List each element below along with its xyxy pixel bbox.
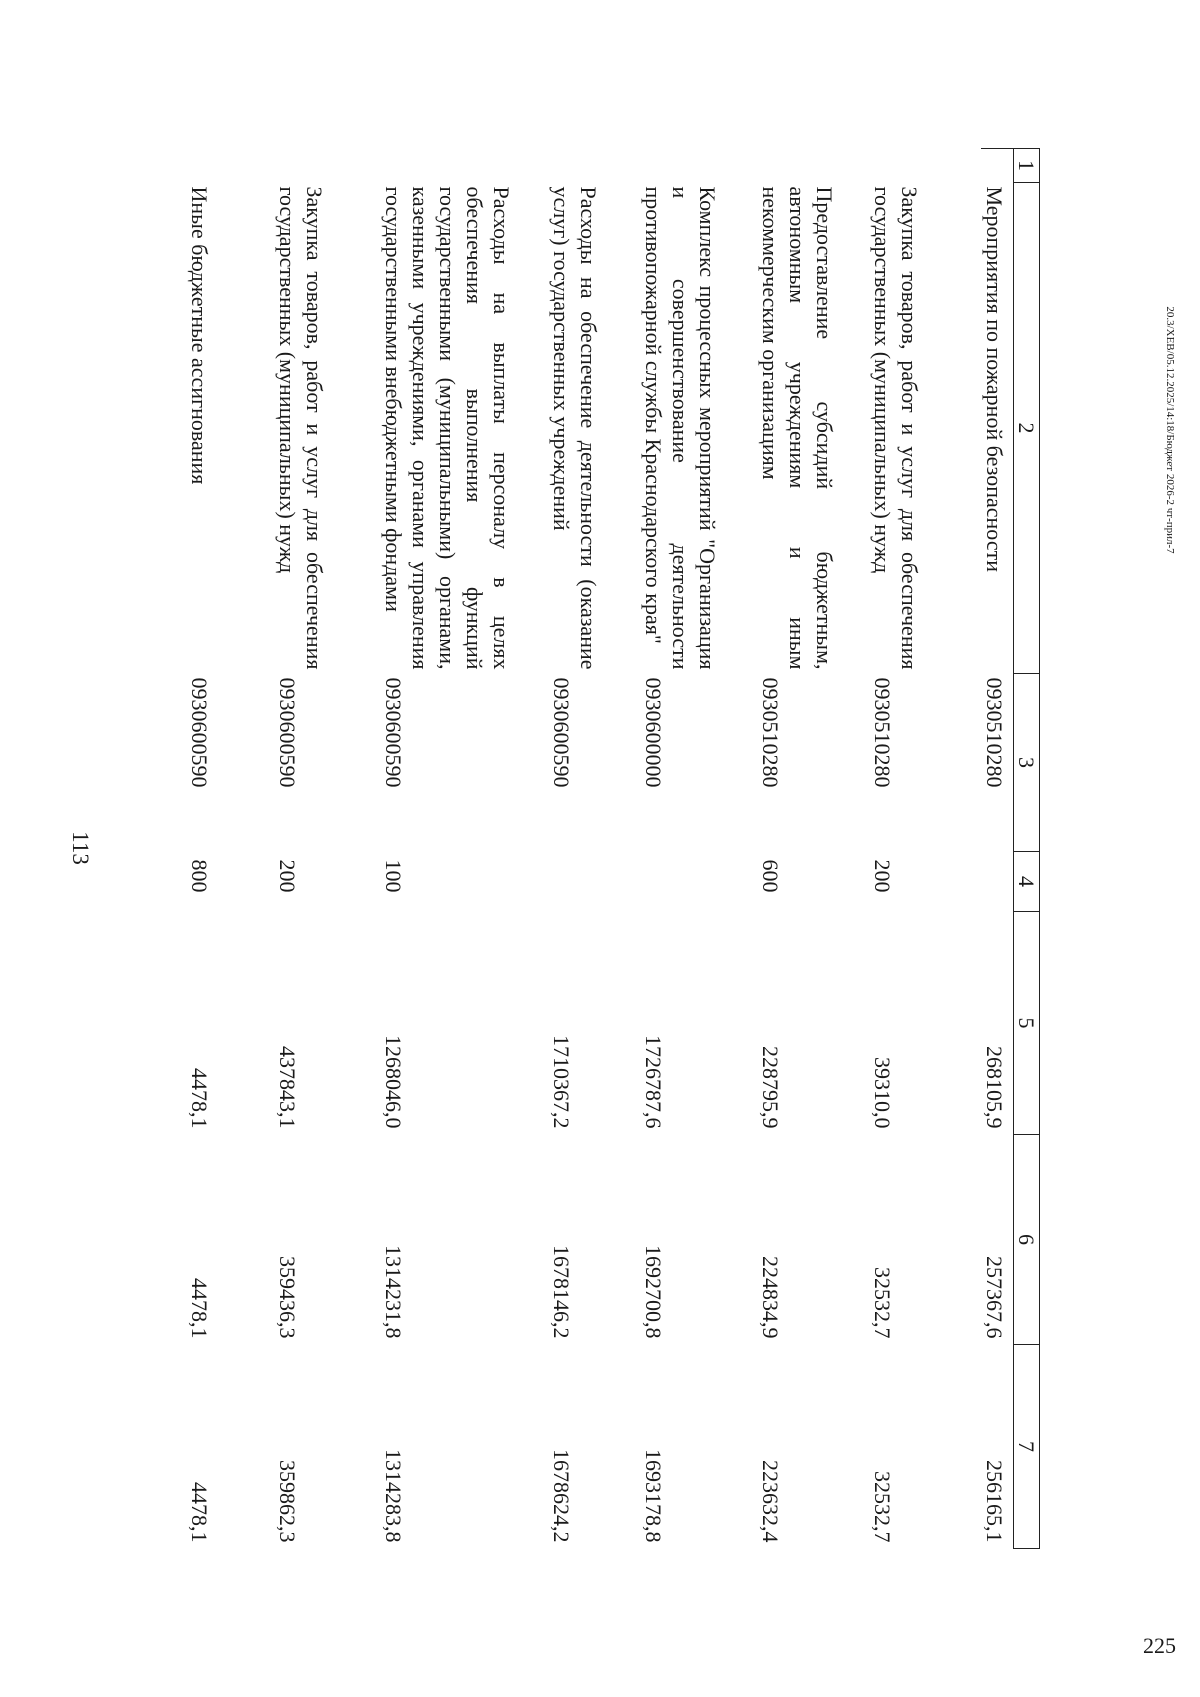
row-type: [640, 852, 757, 912]
row-value-7: 4478,1: [187, 1482, 212, 1543]
row-value-5: 1710367,2: [549, 1035, 574, 1129]
row-value-6: 224834,9: [758, 1256, 783, 1339]
row-index-cell: [981, 149, 1014, 183]
row-value-6: 1678146,2: [549, 1245, 574, 1339]
row-index-cell: [548, 149, 640, 183]
row-value-7: 1314283,8: [381, 1449, 406, 1543]
table-row: [869, 149, 981, 1549]
row-value-7: 256165,1: [982, 1460, 1007, 1543]
table-body: [186, 149, 1014, 1549]
row-type: 200: [275, 859, 300, 893]
row-value-5: 1726787,6: [641, 1035, 666, 1129]
row-code: 0930510280: [982, 677, 1007, 788]
row-value-7: 223632,4: [758, 1460, 783, 1543]
row-value-5: 1268046,0: [381, 1035, 406, 1129]
row-value-6: 32532,7: [870, 1267, 895, 1339]
row-value-6: 4478,1: [187, 1278, 212, 1339]
row-name: Комплекс процессных мероприятий "Организация и совершенствование деятельности противопожарной службы Краснодарского края": [641, 186, 720, 670]
row-value-7: 1678624,2: [549, 1449, 574, 1543]
table-row: [757, 149, 869, 1549]
header-col-1: 1: [1014, 149, 1040, 183]
row-value-7: 1693178,8: [641, 1449, 666, 1543]
row-name: Расходы на обеспечение деятельности (оказание услуг) государственных учреждений: [549, 186, 601, 670]
table-header: [1014, 149, 1040, 1549]
table-row: [380, 149, 548, 1549]
row-type: [981, 852, 1014, 912]
header-col-2: 2: [1014, 183, 1040, 674]
table-row: [274, 149, 380, 1549]
row-value-5: 437843,1: [275, 1046, 300, 1129]
rotated-table-container: [160, 148, 1040, 1548]
row-type: 200: [870, 859, 895, 893]
row-value-7: 359862,3: [275, 1460, 300, 1543]
budget-table: [186, 148, 1040, 1549]
table-row: [186, 149, 274, 1549]
row-value-6: 1314231,8: [381, 1245, 406, 1339]
row-type: 100: [381, 859, 406, 893]
row-value-5: 228795,9: [758, 1046, 783, 1129]
table-row: [981, 149, 1014, 1549]
row-value-5: 4478,1: [187, 1068, 212, 1129]
row-value-5: 39310,0: [870, 1057, 895, 1129]
header-col-3: 3: [1014, 674, 1040, 852]
row-code: 0930600590: [549, 677, 574, 788]
row-value-5: 268105,9: [982, 1046, 1007, 1129]
row-value-6: 1692700,8: [641, 1245, 666, 1339]
row-index-cell: [380, 149, 548, 183]
row-value-6: 257367,6: [982, 1256, 1007, 1339]
header-col-7: 7: [1014, 1345, 1040, 1549]
row-code: 0930510280: [870, 677, 895, 788]
row-code: 0930510280: [758, 677, 783, 788]
row-index-cell: [274, 149, 380, 183]
page-number: 113: [68, 831, 93, 865]
row-index-cell: [757, 149, 869, 183]
row-name: Закупка товаров, работ и услуг для обеспечения государственных (муниципальных) нужд: [870, 186, 922, 670]
row-name: Мероприятия по пожарной безопасности: [982, 186, 1007, 572]
row-name: Закупка товаров, работ и услуг для обеспечения государственных (муниципальных) нужд: [275, 186, 327, 670]
row-code: 0930600000: [641, 677, 666, 788]
folio-number: 225: [1143, 1633, 1176, 1658]
row-type: 600: [758, 859, 783, 893]
row-type: [548, 852, 640, 912]
row-code: 0930600590: [381, 677, 406, 788]
row-index-cell: [186, 149, 274, 183]
header-col-4: 4: [1014, 852, 1040, 912]
row-name: Расходы на выплаты персоналу в целях обеспечения выполнения функций государственными (муниципальными) органами, казенными учреждениями, органами управления государственными внебюджетными фондами: [381, 186, 514, 670]
row-code: 0930600590: [187, 677, 212, 788]
row-value-7: 32532,7: [870, 1471, 895, 1543]
row-code: 0930600590: [275, 677, 300, 788]
header-col-6: 6: [1014, 1135, 1040, 1345]
row-name: Предоставление субсидий бюджетным, автономным учреждениям и иным некоммерческим организациям: [758, 186, 837, 670]
table-row: [640, 149, 757, 1549]
table-row: [548, 149, 640, 1549]
row-index-cell: [640, 149, 757, 183]
row-type: 800: [187, 859, 212, 893]
header-col-5: 5: [1014, 912, 1040, 1135]
row-name: Иные бюджетные ассигнования: [187, 186, 212, 485]
row-value-6: 359436,3: [275, 1256, 300, 1339]
row-index-cell: [869, 149, 981, 183]
document-stamp: 20.3/XEB/05.12.2025/14:18/Бюджет 2026-2 чт-прил-7: [1164, 306, 1176, 554]
